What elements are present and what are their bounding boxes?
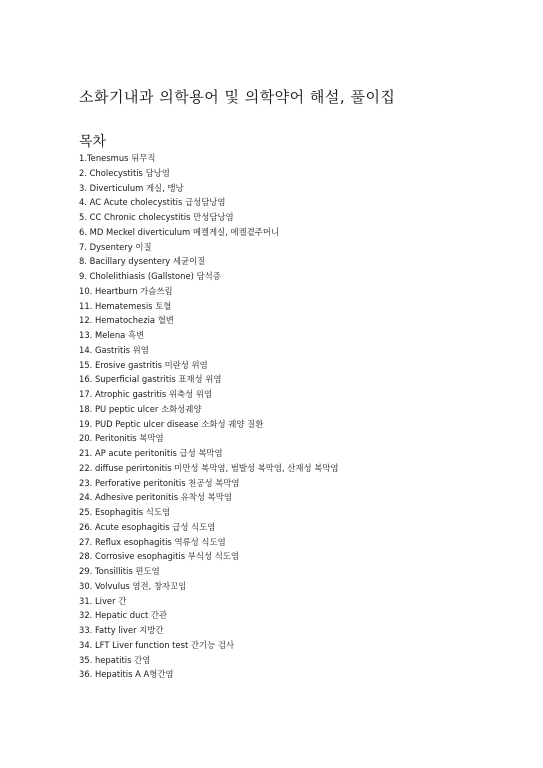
toc-item: 3. Diverticulum 게실, 맹낭	[79, 182, 184, 193]
table-of-contents	[79, 151, 339, 682]
toc-item: 13. Melena 흑변	[79, 330, 145, 340]
toc-item: 32. Hepatic duct 간관	[79, 610, 168, 621]
toc-item: 6. MD Meckel diverticulum 메켈게실, 메켈곁주머니	[79, 226, 280, 237]
toc-item: 1.Tenesmus 뒤무직	[79, 153, 156, 163]
toc-item: 29. Tonsillitis 편도염	[79, 566, 160, 576]
document-title: 소화기내과 의학용어 및 의학약어 해설, 풀이집	[79, 88, 396, 106]
toc-item: 28. Corrosive esophagitis 부식성 식도염	[79, 551, 239, 562]
toc-item: 16. Superficial gastritis 표재성 위염	[79, 374, 222, 385]
toc-item: 34. LFT Liver function test 간기능 검사	[79, 639, 235, 650]
toc-item: 12. Hematochezia 혈변	[79, 315, 174, 326]
toc-item: 8. Bacillary dysentery 세균이질	[79, 256, 206, 267]
toc-item: 31. Liver 간	[79, 595, 127, 606]
toc-item: 21. AP acute peritonitis 급성 복막염	[79, 448, 223, 458]
toc-item: 19. PUD Peptic ulcer disease 소화성 궤양 질환	[79, 418, 264, 429]
toc-item: 2. Cholecystitis 담낭염	[79, 167, 170, 178]
toc-item: 26. Acute esophagitis 급성 식도염	[79, 521, 216, 532]
toc-item: 15. Erosive gastritis 미란성 위염	[79, 359, 208, 370]
toc-item: 4. AC Acute cholecystitis 급성담낭염	[79, 197, 226, 208]
toc-heading: 목차	[79, 134, 107, 150]
toc-item: 23. Perforative peritonitis 천공성 복막염	[79, 477, 240, 488]
toc-item: 18. PU peptic ulcer 소화성궤양	[79, 403, 202, 414]
toc-item: 14. Gastritis 위염	[79, 344, 149, 355]
toc-item: 5. CC Chronic cholecystitis 만성담낭염	[79, 212, 234, 222]
toc-item: 35. hepatitis 간염	[79, 654, 151, 665]
toc-item: 20. Peritonitis 복막염	[79, 433, 164, 444]
toc-item: 22. diffuse perirtonitis 미만성 복막염, 범발성 복막염, 산재성 복막염	[79, 462, 339, 473]
toc-item: 11. Hematemesis 토혈	[79, 300, 172, 311]
toc-item: 27. Reflux esophagitis 역류성 식도염	[79, 536, 226, 547]
toc-item: 9. Cholelithiasis (Gallstone) 담석증	[79, 271, 221, 281]
toc-item: 24. Adhesive peritonitis 유착성 복막염	[79, 492, 232, 503]
toc-item: 7. Dysentery 이질	[79, 241, 152, 252]
toc-item: 25. Esophagitis 식도염	[79, 507, 171, 517]
toc-item: 36. Hepatitis A A형간염	[79, 669, 174, 680]
toc-item: 30. Volvulus 염전, 창자꼬임	[79, 580, 187, 591]
toc-item: 33. Fatty liver 지방간	[79, 625, 164, 635]
toc-item: 10. Heartburn 가슴쓰림	[79, 285, 173, 296]
toc-item: 17. Atrophic gastritis 위축성 위염	[79, 389, 213, 399]
